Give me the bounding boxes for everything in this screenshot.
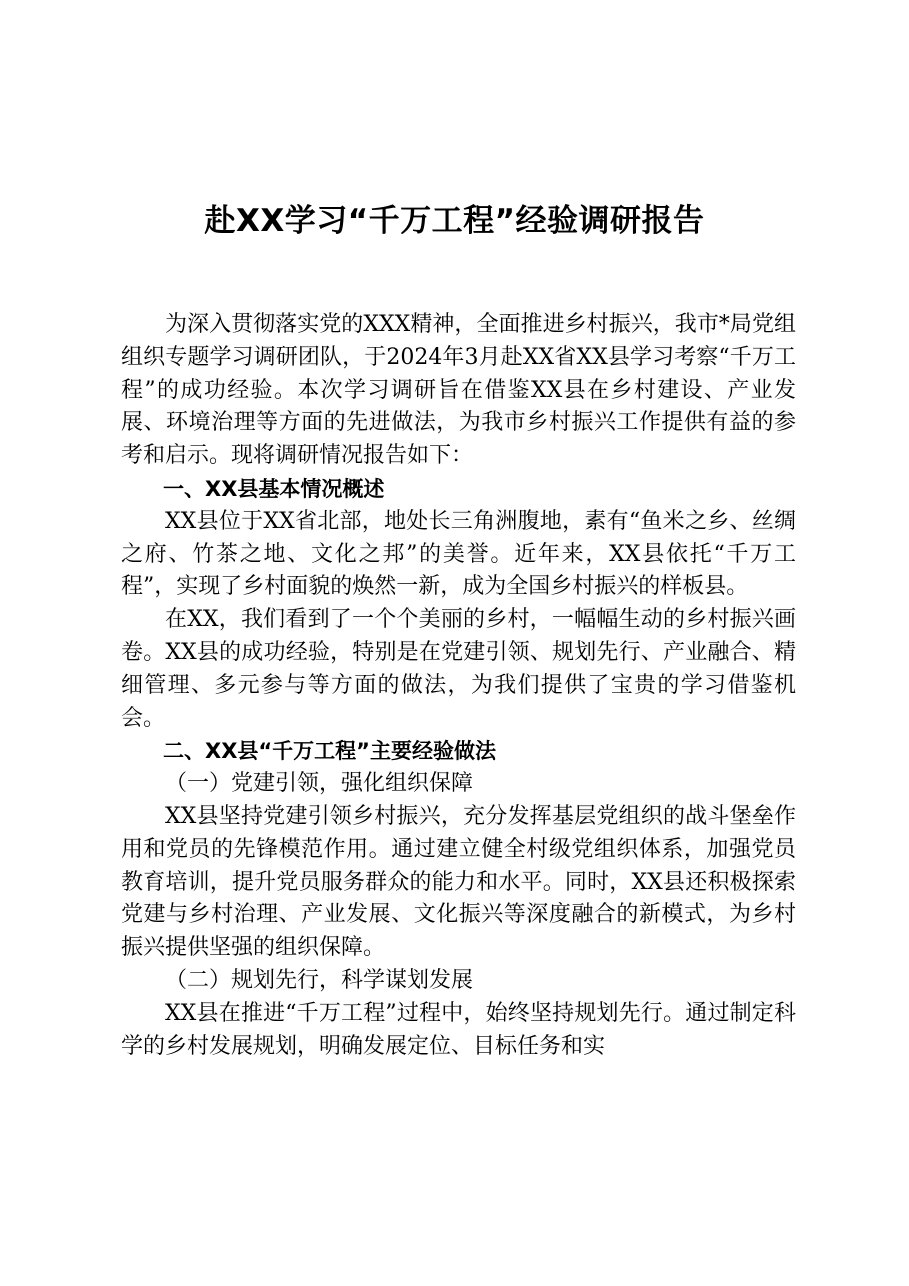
- document-body: [121, 309, 796, 1063]
- section-heading-2: 二、XX县“千万工程”主要经验做法: [163, 739, 496, 764]
- document-title: 赴XX学习“千万工程”经验调研报告: [204, 203, 705, 239]
- subsection-heading-1: （一）党建引领，强化组织保障: [165, 771, 474, 797]
- paragraph: XX县在推进“千万工程”过程中，始终坚持规划先行。通过制定科学的乡村发展规划，明确发展定位、目标任务和实: [121, 1000, 796, 1059]
- paragraph: 在XX，我们看到了一个个美丽的乡村，一幅幅生动的乡村振兴画卷。XX县的成功经验，特别是在党建引领、规划先行、产业融合、精细管理、多元参与等方面的做法，为我们提供了宝贵的学习借鉴机会。: [121, 607, 796, 731]
- paragraph: XX县位于XX省北部，地处长三角洲腹地，素有“鱼米之乡、丝绸之府、竹茶之地、文化之邦”的美誉。近年来，XX县依托“千万工程”，实现了乡村面貌的焕然一新，成为全国乡村振兴的样板县。: [121, 508, 796, 600]
- intro-paragraph: 为深入贯彻落实党的XXX精神，全面推进乡村振兴，我市*局党组组织专题学习调研团队，于2024年3月赴XX省XX县学习考察“千万工程”的成功经验。本次学习调研旨在借鉴XX县在乡村建设、产业发展、环境治理等方面的先进做法，为我市乡村振兴工作提供有益的参考和启示。现将调研情况报告如下：: [121, 312, 796, 469]
- subsection-heading-2: （二）规划先行，科学谋划发展: [165, 967, 474, 993]
- section-heading-1: 一、XX县基本情况概述: [163, 476, 385, 501]
- paragraph: XX县坚持党建引领乡村振兴，充分发挥基层党组织的战斗堡垒作用和党员的先锋模范作用。通过建立健全村级党组织体系，加强党员教育培训，提升党员服务群众的能力和水平。同时，XX县还积极探索党建与乡村治理、产业发展、文化振兴等深度融合的新模式，为乡村振兴提供坚强的组织保障。: [121, 803, 796, 961]
